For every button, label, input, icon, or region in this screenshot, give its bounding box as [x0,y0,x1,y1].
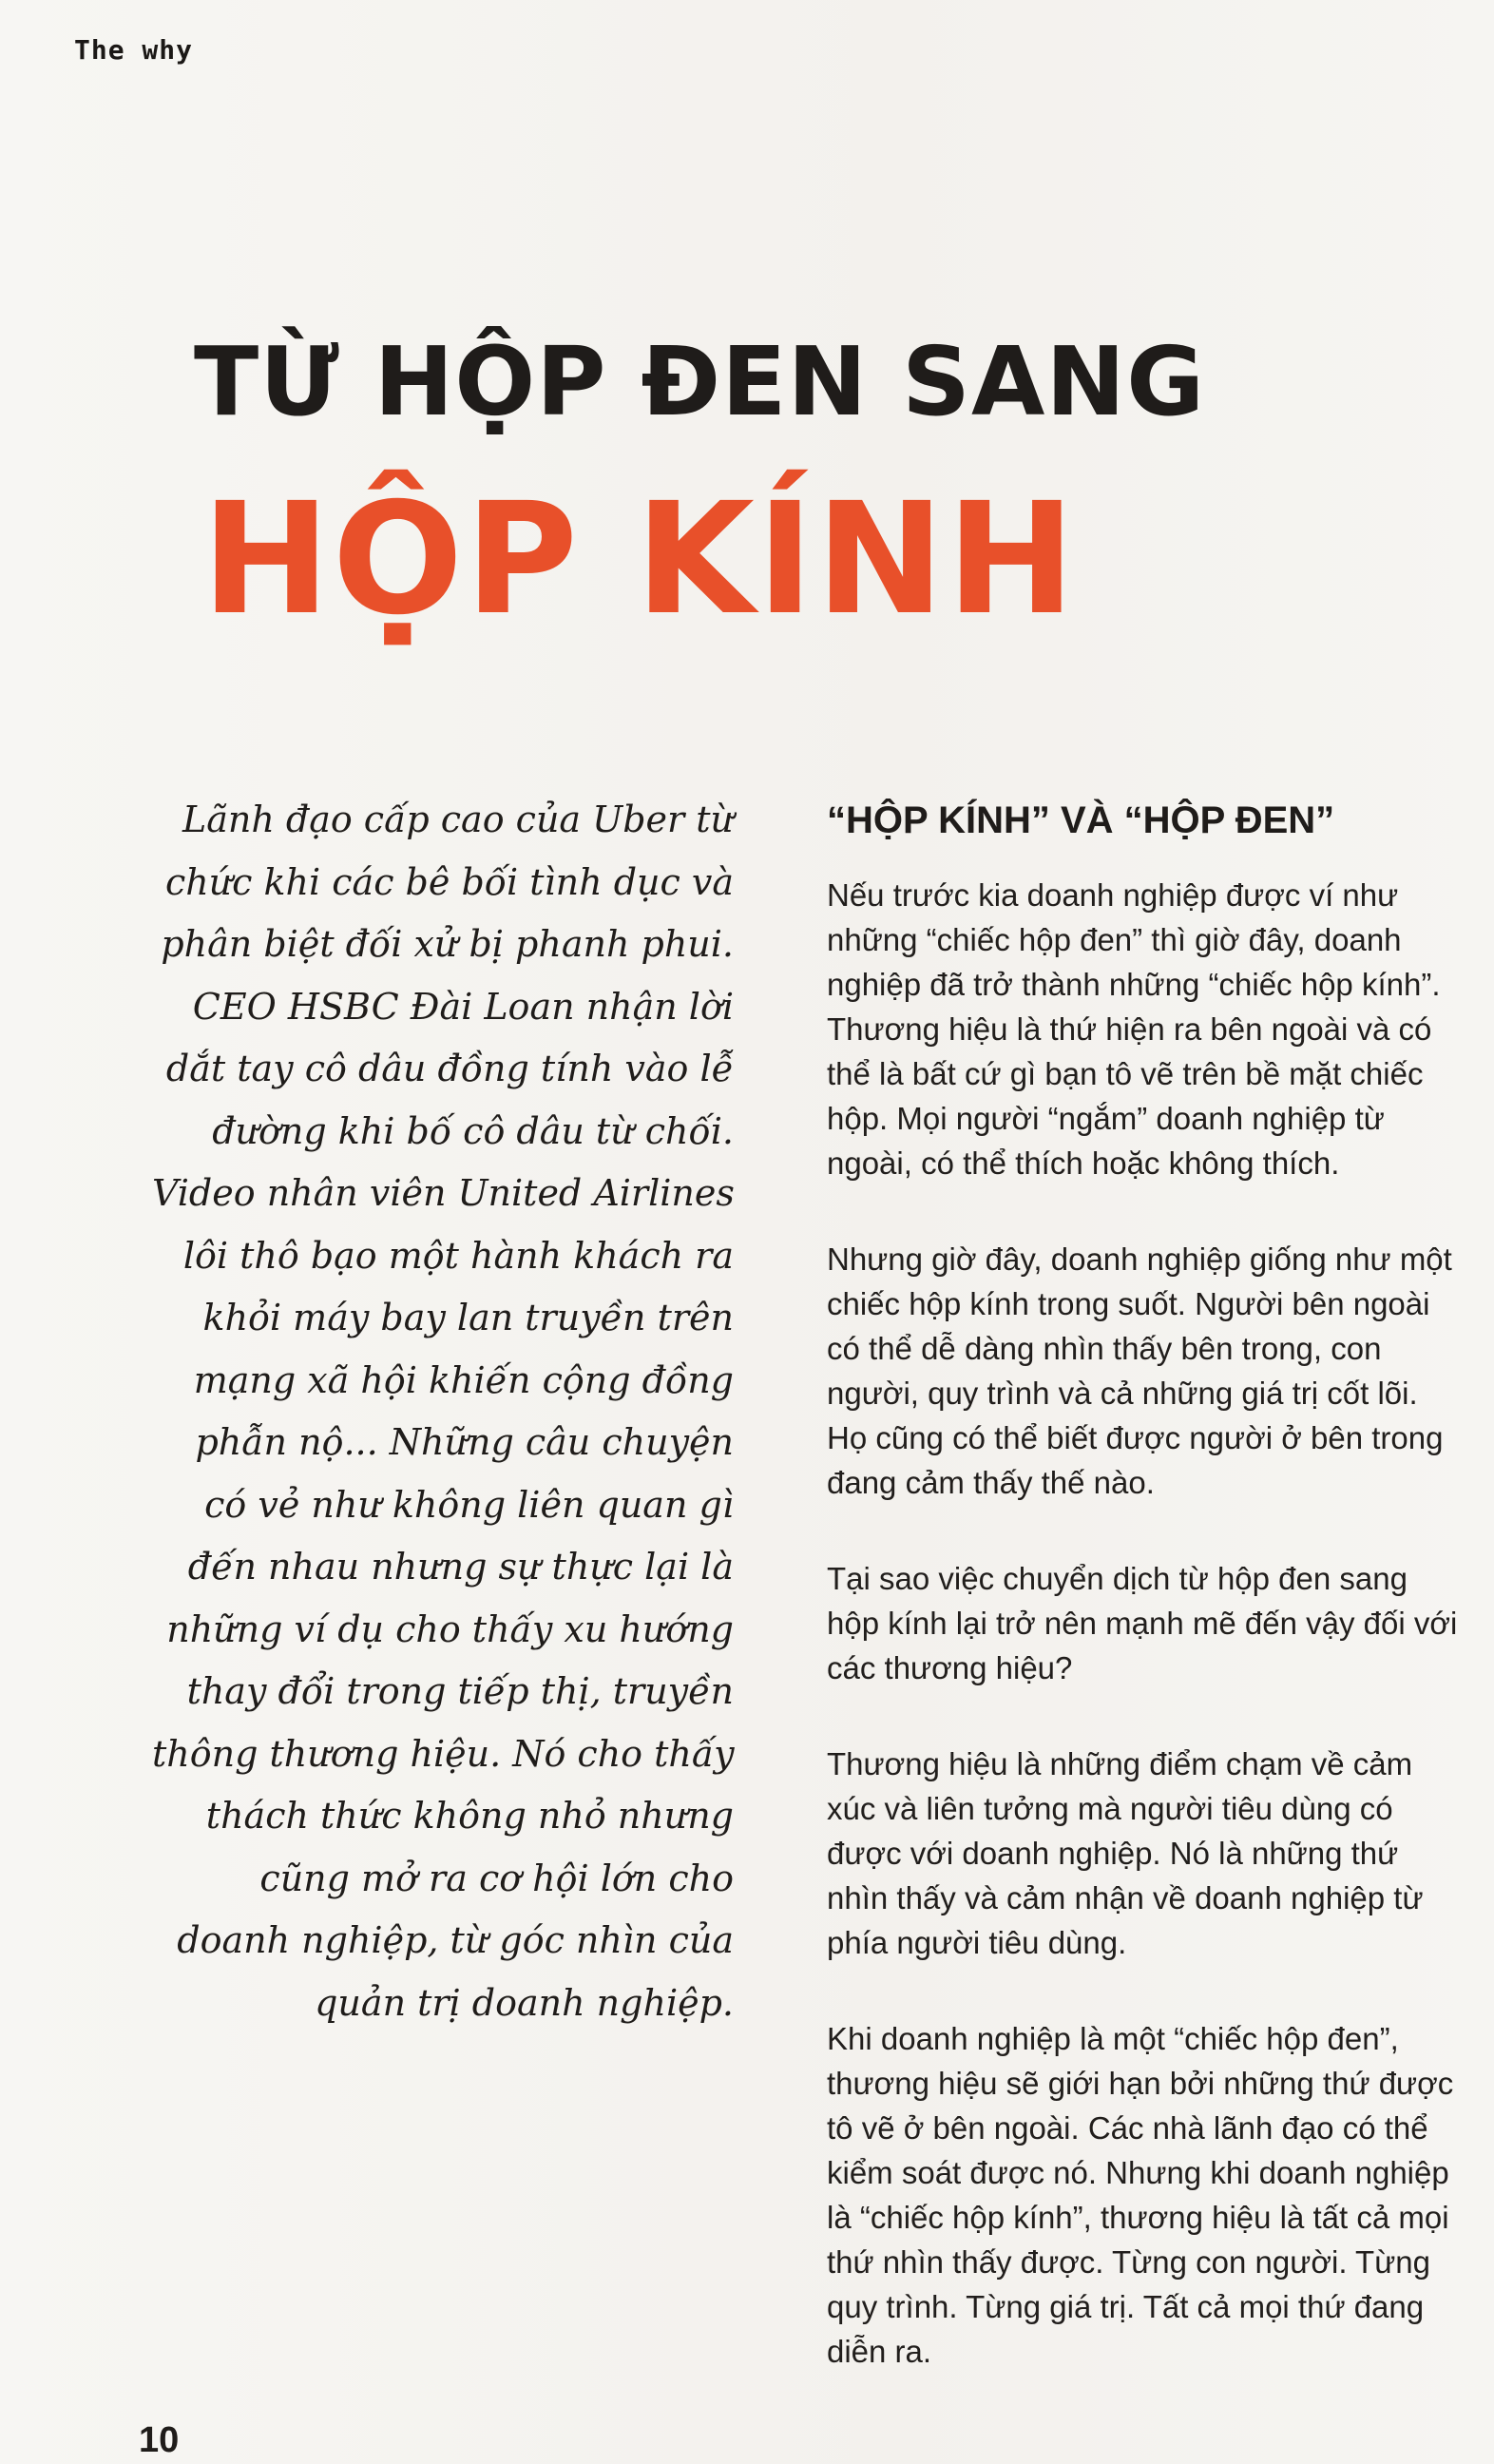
paragraph-line: Họ cũng có thể biết được người ở bên trong [827,1420,1444,1455]
paragraph-line: Thương hiệu là thứ hiện ra bên ngoài và có [827,1011,1432,1047]
pull-quote-line: có vẻ như không liên quan gì [204,1483,734,1526]
paragraph-line: ngoài, có thể thích hoặc không thích. [827,1145,1340,1181]
pull-quote-line: thay đổi trong tiếp thị, truyền [186,1670,734,1712]
paragraph-line: Tại sao việc chuyển dịch từ hộp đen sang [827,1561,1408,1596]
paragraph-line: là “chiếc hộp kính”, thương hiệu là tất cả mọi [827,2200,1449,2235]
pull-quote-line: thông thương hiệu. Nó cho thấy [152,1732,735,1775]
paragraph-line: nhìn thấy và cảm nhận về doanh nghiệp từ [827,1880,1424,1915]
paragraph-line: Nếu trước kia doanh nghiệp được ví như [827,877,1399,913]
paragraph-line: thương hiệu sẽ giới hạn bởi những thứ được [827,2066,1454,2101]
pull-quote-line: thách thức không nhỏ nhưng [205,1795,734,1837]
paragraph-line: có thể dễ dàng nhìn thấy bên trong, con [827,1331,1382,1366]
paragraph-line: Thương hiệu là những điểm chạm về cảm [827,1746,1413,1781]
paragraph-line: đang cảm thấy thế nào. [827,1465,1155,1500]
paragraph-line: Khi doanh nghiệp là một “chiếc hộp đen”, [827,2021,1399,2056]
paragraph-line: hộp kính lại trở nên mạnh mẽ đến vậy đối với [827,1606,1458,1641]
pull-quote-line: doanh nghiệp, từ góc nhìn của [177,1919,734,1961]
pull-quote-line: phân biệt đối xử bị phanh phui. [161,923,734,965]
pull-quote-line: phẫn nộ... Những câu chuyện [195,1421,734,1463]
paragraph-line: xúc và liên tưởng mà người tiêu dùng có [827,1791,1393,1826]
chapter-title-line-2: HỘP KÍNH [201,471,1078,649]
chapter-title-line-1: TỪ HỘP ĐEN SANG [194,326,1206,437]
body-paragraph [827,1556,1483,1690]
paragraph-line: hộp. Mọi người “ngắm” doanh nghiệp từ [827,1101,1385,1136]
paragraph-line: tô vẽ ở bên ngoài. Các nhà lãnh đạo có thể [827,2110,1428,2146]
pull-quote [152,789,734,2034]
pull-quote-line: cũng mở ra cơ hội lớn cho [259,1857,734,1899]
paragraph-line: thứ nhìn thấy được. Từng con người. Từng [827,2244,1431,2280]
pull-quote-line: CEO HSBC Đài Loan nhận lời [192,985,734,1028]
paragraph-line: quy trình. Từng giá trị. Tất cả mọi thứ đang [827,2289,1425,2324]
paragraph-line: các thương hiệu? [827,1650,1073,1685]
paragraph-line: phía người tiêu dùng. [827,1925,1127,1960]
pull-quote-line: quản trị doanh nghiệp. [315,1981,734,2024]
pull-quote-line: Lãnh đạo cấp cao của Uber từ [182,799,734,840]
section-heading: “HỘP KÍNH” VÀ “HỘP ĐEN” [827,799,1335,841]
pull-quote-line: những ví dụ cho thấy xu hướng [166,1607,734,1650]
paragraph-line: diễn ra. [827,2334,932,2369]
pull-quote-line: mạng xã hội khiến cộng đồng [193,1358,734,1401]
paragraph-line: những “chiếc hộp đen” thì giờ đây, doanh [827,922,1402,957]
body-paragraph [827,2016,1483,2374]
body-paragraph [827,1237,1483,1505]
pull-quote-line: dắt tay cô dâu đồng tính vào lễ [165,1048,734,1089]
pull-quote-line: khỏi máy bay lan truyền trên [202,1297,734,1338]
paragraph-line: người, quy trình và cả những giá trị cốt lõi. [827,1376,1418,1411]
paragraph-line: được với doanh nghiệp. Nó là những thứ [827,1836,1399,1871]
paragraph-line: nghiệp đã trở thành những “chiếc hộp kính”. [827,967,1441,1002]
body-paragraph [827,1742,1483,1965]
pull-quote-line: chức khi các bê bối tình dục và [164,860,734,903]
paragraph-line: chiếc hộp kính trong suốt. Người bên ngoài [827,1286,1430,1321]
pull-quote-line: đến nhau nhưng sự thực lại là [187,1546,734,1588]
page-number: 10 [139,2420,180,2460]
paragraph-line: kiểm soát được nó. Nhưng khi doanh nghiệp [827,2155,1449,2190]
pull-quote-line: Video nhân viên United Airlines [152,1172,735,1214]
body-column [827,797,1483,2425]
pull-quote-line: lôi thô bạo một hành khách ra [182,1234,734,1277]
pull-quote-line: đường khi bố cô dâu từ chối. [212,1109,734,1152]
paragraph-line: Nhưng giờ đây, doanh nghiệp giống như một [827,1242,1452,1277]
running-header: The why [74,34,194,66]
body-paragraph [827,873,1483,1185]
paragraph-line: thể là bất cứ gì bạn tô vẽ trên bề mặt chiếc [827,1056,1424,1091]
